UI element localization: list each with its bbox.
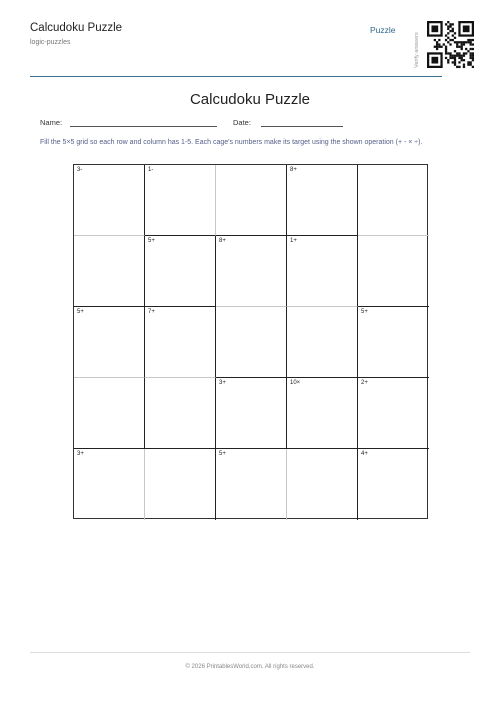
cage-clue: 5+ [361,309,368,315]
cage-clue: 5+ [148,238,155,244]
grid-cell-r4-c5[interactable] [358,378,429,449]
footer-copyright: © 2026 PrintablesWorld.com. All rights reserved. [185,664,315,670]
cage-clue: 2+ [361,380,368,386]
site-category: logic-puzzles [30,39,71,46]
footer-divider [30,652,470,653]
puzzle-badge[interactable]: Puzzle [370,25,396,35]
grid-cell-r3-c4[interactable] [287,307,358,378]
site-title: Calcudoku Puzzle [30,22,123,34]
grid-cell-r4-c3[interactable] [216,378,287,449]
cage-clue: 8+ [219,238,226,244]
cage-clue: 7+ [148,309,155,315]
grid-cell-r3-c2[interactable] [145,307,216,378]
date-label: Date: [233,118,251,127]
qr-code-icon[interactable] [427,17,474,73]
grid-cell-r5-c1[interactable] [74,449,145,520]
cage-clue: 3- [77,167,83,173]
grid-cell-r4-c2[interactable] [145,378,216,449]
grid-cell-r1-c4[interactable] [287,165,358,236]
cage-clue: 5+ [77,309,84,315]
grid-cell-r1-c5[interactable] [358,165,429,236]
date-field[interactable] [261,126,343,127]
cage-clue: 8+ [290,167,297,173]
instructions: Fill the 5×5 grid so each row and column has 1-5. Each cage's numbers make its target using the shown operation (+ - × ÷). [40,139,423,146]
grid-cell-r1-c2[interactable] [145,165,216,236]
cage-clue: 10× [290,380,301,386]
grid-cell-r5-c5[interactable] [358,449,429,520]
grid-cell-r2-c5[interactable] [358,236,429,307]
cage-clue: 1+ [290,238,297,244]
grid-cell-r5-c2[interactable] [145,449,216,520]
grid-cell-r2-c2[interactable] [145,236,216,307]
verify-label: Verify answers [414,32,420,68]
name-field[interactable] [70,126,217,127]
grid-cell-r2-c3[interactable] [216,236,287,307]
grid-cell-r3-c3[interactable] [216,307,287,378]
cage-clue: 3+ [219,380,226,386]
grid-cell-r2-c4[interactable] [287,236,358,307]
header-divider [30,76,442,77]
grid-cell-r5-c3[interactable] [216,449,287,520]
page-title: Calcudoku Puzzle [189,91,311,108]
cage-clue: 1- [148,167,154,173]
cage-clue: 4+ [361,451,368,457]
grid-cell-r4-c1[interactable] [74,378,145,449]
cage-clue: 3+ [77,451,84,457]
grid-cell-r5-c4[interactable] [287,449,358,520]
grid-cell-r1-c3[interactable] [216,165,287,236]
cage-clue: 5+ [219,451,226,457]
grid-cell-r4-c4[interactable] [287,378,358,449]
grid-cell-r1-c1[interactable] [74,165,145,236]
grid-cell-r2-c1[interactable] [74,236,145,307]
grid-cell-r3-c5[interactable] [358,307,429,378]
puzzle-grid [73,164,428,519]
name-label: Name: [40,118,63,127]
grid-cell-r3-c1[interactable] [74,307,145,378]
